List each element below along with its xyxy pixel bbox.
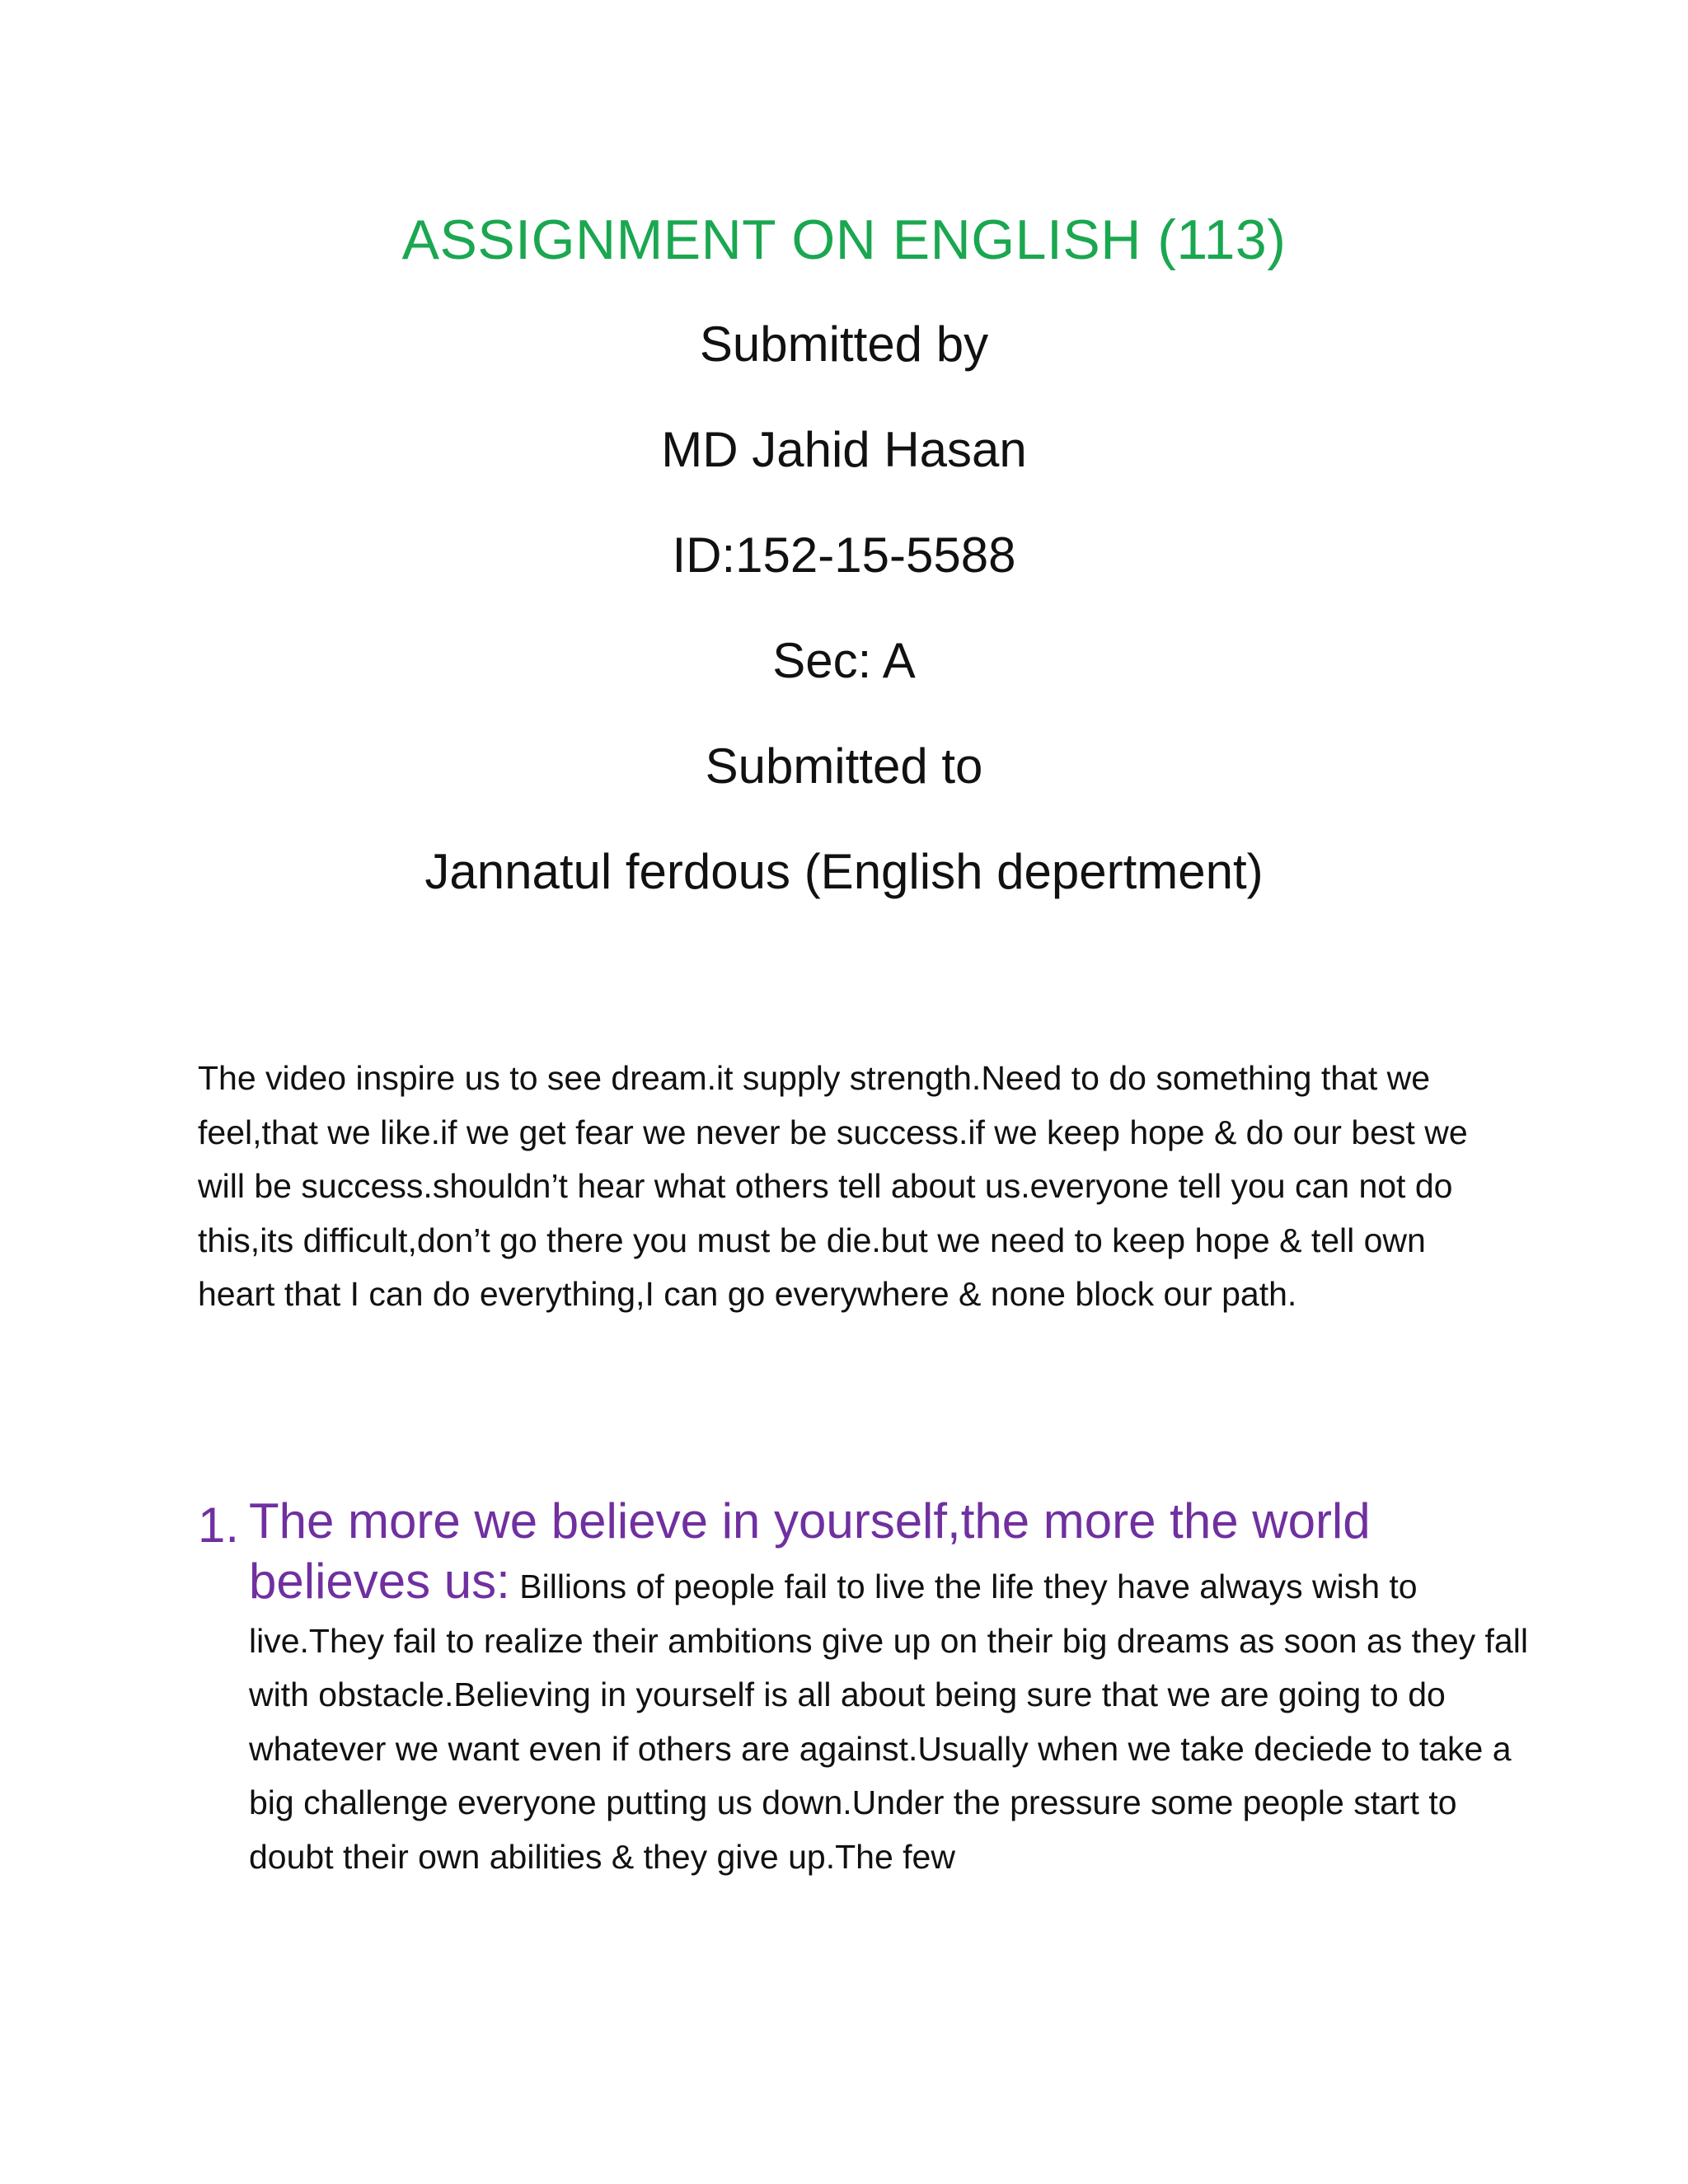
section-content xyxy=(249,1488,1535,1884)
section-heading-continued: believes us: xyxy=(249,1554,510,1609)
intro-paragraph: The video inspire us to see dream.it supply strength.Need to do something that we feel,that we like.if we get fear we never be success.if we keep hope & do our best we will be success.shouldn’t hear what others tell about us.everyone tell you can not do this,its difficult,don’t go there you must be die.but we need to keep hope & tell own heart that I can do everything,I can go everywhere & none block our path. xyxy=(198,1059,1468,1313)
submitted-to-label: Submitted to xyxy=(705,738,983,794)
assignment-title: ASSIGNMENT ON ENGLISH (113) xyxy=(401,209,1287,271)
submitted-by-label: Submitted by xyxy=(699,316,989,372)
section-body-text: Billions of people fail to live the life they have always wish to live.They fail to realize their ambitions give up on their big dreams as soon as they fall with obstacle.Believing in yourself is all about being sure that we are going to do whatever we want even if others are against.Usually when we take deciede to take a big challenge everyone putting us down.Under the pressure some people start to doubt their own abilities & they give up.The few xyxy=(249,1568,1528,1876)
student-name: MD Jahid Hasan xyxy=(661,422,1027,477)
section-number: 1. xyxy=(198,1497,240,1553)
student-id: ID:152-15-5588 xyxy=(672,527,1016,583)
section-heading: The more we believe in yourself,the more the world xyxy=(249,1493,1371,1549)
section-paragraph xyxy=(249,1554,1535,1884)
section-label: Sec: A xyxy=(772,633,916,688)
teacher-name: Jannatul ferdous (English depertment) xyxy=(424,844,1264,899)
